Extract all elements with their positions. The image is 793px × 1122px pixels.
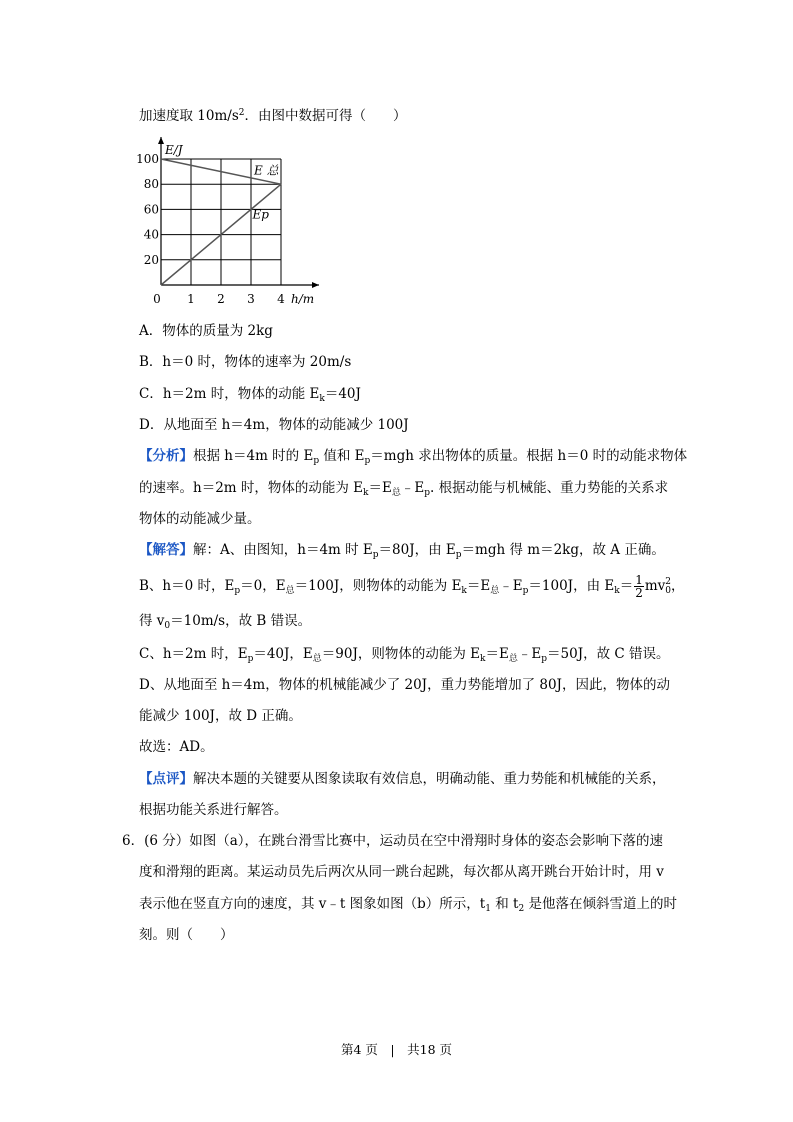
- question-6-line-2: 度和滑翔的距离。某运动员先后两次从同一跳台起跳，每次都从离开跳台开始计时，用 v: [139, 864, 664, 880]
- solution-line-b2: 得 $v_0=10m/s$，故 B 错误。: [139, 613, 312, 631]
- page-footer: 第4 页 | 共18 页: [340, 1042, 453, 1057]
- y-tick-label: 60: [143, 202, 159, 217]
- option-d: D．从地面至 h＝4m，物体的动能减少 100J: [139, 417, 409, 433]
- y-tick-label: 100: [136, 152, 159, 166]
- analysis-line-1: 【分析】根据 h＝4m 时的 $E_p$ 值和 $E_p=mgh$ 求出物体的质量。根据 h＝0 时的动能求物体: [139, 448, 688, 466]
- solution-line-c: C、h＝2m 时，$E_p=40J$，$E_总=90J$，则物体的动能为 $E_k=E_总﹣E_p=50J$，故 C 错误。: [139, 646, 670, 664]
- solution-line-b: B、h＝0 时，$E_p=0$，$E_总=100J$，则物体的动能为 $E_k=E_总﹣E_p=100J$，由 $E_k=$ $\frac{1}{2}$ mv 2 0 ，: [139, 573, 685, 600]
- energy-height-chart: [135, 133, 325, 313]
- analysis-line-2: 的速率。h＝2m 时，物体的动能为 $E_k=E_总﹣E_p$. 根据动能与机械能、重力势能的关系求: [139, 480, 669, 498]
- y-tick-label: 80: [143, 177, 159, 192]
- series-label-ep: Ep: [252, 207, 269, 222]
- solution-line-d2: 能减少 100J，故 D 正确。: [139, 708, 302, 724]
- question-6-line-4: 刻。则（ ）: [139, 927, 234, 943]
- analysis-line-3: 物体的动能减少量。: [139, 511, 261, 527]
- option-c: C．h＝2m 时，物体的动能 $E_k=40J$: [139, 386, 361, 404]
- y-tick-label: 20: [143, 252, 159, 267]
- comment-line-2: 根据功能关系进行解答。: [139, 802, 288, 818]
- x-tick-label: 4: [277, 292, 285, 306]
- question-6-line-1: 6．(6 分）如图（a），在跳台滑雪比赛中，运动员在空中滑翔时身体的姿态会影响下落的速: [122, 833, 664, 849]
- x-axis-label: h/m: [291, 292, 315, 306]
- series-label-e-total: E 总: [254, 163, 279, 178]
- solution-choice: 故选：AD。: [139, 739, 214, 755]
- y-tick-label: 40: [143, 227, 159, 242]
- option-b: B．h＝0 时，物体的速率为 20m/s: [139, 354, 352, 370]
- x-tick-label: 1: [187, 292, 195, 306]
- y-axis-arrow: [158, 137, 164, 144]
- fraction-one-half: $\frac{1}{2}$: [635, 573, 643, 600]
- y-axis-label: E/J: [165, 143, 183, 157]
- option-a: A．物体的质量为 2kg: [139, 323, 273, 339]
- x-axis-arrow: [312, 282, 319, 288]
- x-tick-label: 0: [153, 292, 161, 306]
- solution-line-a: 【解答】解：A、由图知，h＝4m 时 $E_p=80J$，由 $E_p=mgh$ 得 m＝2kg，故 A 正确。: [139, 542, 665, 560]
- comment-line-1: 【点评】解决本题的关键要从图象读取有效信息，明确动能、重力势能和机械能的关系，: [139, 771, 666, 787]
- x-tick-label: 3: [247, 292, 255, 306]
- solution-line-d1: D、从地面至 h＝4m，物体的机械能减少了 20J，重力势能增加了 80J，因此，物体的动: [139, 677, 670, 693]
- question-6-line-3: 表示他在竖直方向的速度，其 v﹣t 图象如图（b）所示，$t_1$ 和 $t_2$ 是他落在倾斜雪道上的时: [139, 896, 677, 914]
- x-tick-label: 2: [217, 292, 225, 306]
- question-stem-tail: 加速度取 $10m/s^2$．由图中数据可得（ ）: [139, 108, 407, 124]
